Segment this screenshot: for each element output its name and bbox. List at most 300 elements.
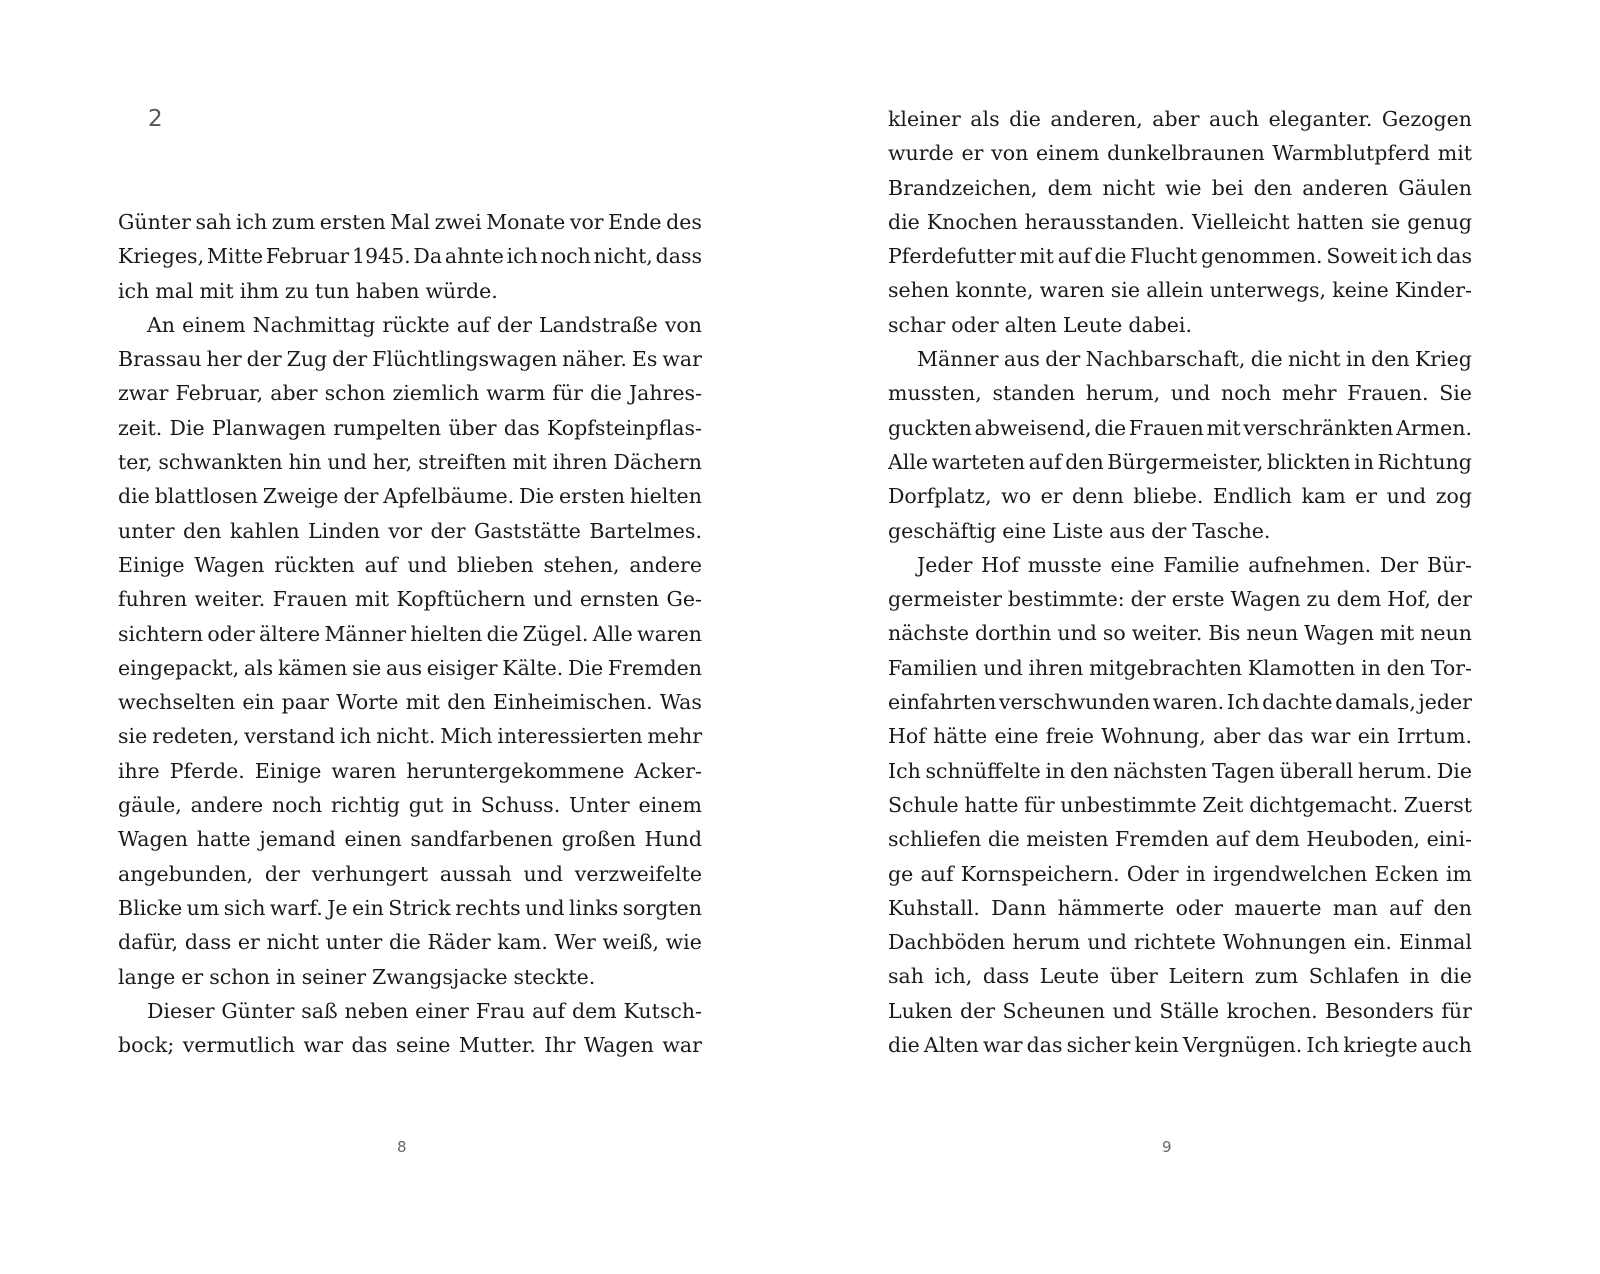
word: Zuerst bbox=[1403, 792, 1472, 817]
right-page-text bbox=[888, 102, 1472, 1062]
word: herum bbox=[1012, 930, 1081, 955]
word: konnte, bbox=[955, 278, 1034, 303]
word: Frauen bbox=[1128, 415, 1204, 440]
word: noch bbox=[1221, 381, 1272, 406]
word: als bbox=[243, 655, 274, 680]
word: kämen bbox=[277, 655, 348, 680]
word: neun bbox=[1246, 621, 1299, 646]
word: er bbox=[961, 141, 984, 166]
word: damals, bbox=[1335, 690, 1416, 715]
word: schar bbox=[888, 312, 946, 337]
word: Schule bbox=[888, 792, 959, 817]
word: lange bbox=[118, 964, 176, 989]
word: über bbox=[1109, 964, 1158, 989]
word: verhungert bbox=[311, 861, 429, 886]
word: Februar bbox=[265, 244, 350, 269]
text-line bbox=[888, 788, 1472, 822]
word: Krieg bbox=[1414, 347, 1472, 372]
word: Ich bbox=[1306, 1033, 1340, 1058]
word: ihm bbox=[239, 278, 279, 303]
word: Da bbox=[413, 244, 443, 269]
word: hielten bbox=[629, 484, 702, 509]
word: paar bbox=[281, 690, 329, 715]
word: Die bbox=[568, 655, 604, 680]
word: ersten bbox=[558, 484, 625, 509]
word: ich, bbox=[934, 964, 973, 989]
word: sah bbox=[888, 964, 924, 989]
text-line bbox=[118, 514, 702, 548]
word: jeder bbox=[1418, 690, 1472, 715]
word: schon bbox=[209, 964, 270, 989]
word: die bbox=[118, 484, 150, 509]
word: einem bbox=[638, 793, 702, 818]
word: dem bbox=[1255, 827, 1300, 852]
word: die bbox=[888, 209, 920, 234]
word: oder bbox=[207, 621, 255, 646]
word: die bbox=[590, 381, 622, 406]
word: Familien bbox=[888, 655, 978, 680]
word: streiften bbox=[418, 450, 507, 475]
text-line bbox=[888, 479, 1472, 513]
word: musste bbox=[1027, 552, 1102, 577]
word: rumpelten bbox=[333, 415, 442, 440]
word: seine bbox=[395, 1033, 451, 1058]
word: Soweit bbox=[1326, 244, 1398, 269]
word: Planwagen bbox=[211, 415, 326, 440]
text-line bbox=[118, 342, 702, 376]
text-line bbox=[888, 959, 1472, 993]
page-number-left: 8 bbox=[397, 1138, 407, 1156]
word: anderen, bbox=[1050, 107, 1143, 131]
text-line bbox=[118, 548, 702, 582]
word: Leitern bbox=[1168, 964, 1245, 989]
word: Kuhstall. bbox=[888, 895, 980, 920]
word: ahnte bbox=[444, 244, 504, 269]
word: der bbox=[246, 347, 282, 372]
word: das bbox=[1026, 1033, 1063, 1058]
word: Fremden bbox=[1115, 827, 1210, 852]
word: Jahres- bbox=[628, 381, 702, 406]
word: sah bbox=[195, 210, 232, 234]
word: Mitte bbox=[206, 244, 264, 269]
word: die bbox=[1009, 107, 1041, 131]
word: Männer bbox=[324, 621, 406, 646]
word: vor bbox=[388, 518, 423, 543]
word: war bbox=[303, 1033, 344, 1058]
word: heruntergekommene bbox=[406, 758, 625, 783]
word: aber bbox=[270, 381, 318, 406]
word: Fremden bbox=[607, 655, 702, 680]
word: der bbox=[496, 312, 532, 337]
word: ich bbox=[506, 244, 538, 269]
word: An bbox=[147, 312, 176, 337]
word: gäule, bbox=[118, 793, 182, 818]
word: andere bbox=[629, 552, 702, 577]
word: 1945. bbox=[351, 244, 411, 269]
word: Hof, bbox=[1387, 587, 1431, 612]
word: mit bbox=[512, 450, 547, 475]
word: dem bbox=[1047, 175, 1093, 200]
word: bei bbox=[1211, 175, 1244, 200]
word: herum. bbox=[1357, 758, 1433, 783]
word: Irrtum. bbox=[1396, 724, 1472, 749]
word: jemand bbox=[259, 827, 336, 852]
word: Wagen bbox=[194, 552, 265, 577]
text-line bbox=[888, 411, 1472, 445]
word: Zug bbox=[286, 347, 328, 372]
word: die bbox=[987, 827, 1020, 852]
word: und bbox=[525, 895, 565, 920]
word: zeit. bbox=[118, 415, 163, 440]
text-line bbox=[888, 171, 1472, 205]
word: kleiner bbox=[888, 107, 961, 131]
word: Die bbox=[169, 415, 205, 440]
word: noch bbox=[540, 244, 591, 269]
word: Günter bbox=[221, 998, 295, 1023]
word: Zwangsjacke bbox=[372, 964, 508, 989]
word: Worte bbox=[336, 690, 399, 715]
word: wie bbox=[665, 930, 702, 955]
word: germeister bbox=[888, 587, 1002, 612]
word: Der bbox=[1379, 552, 1419, 577]
word: aus bbox=[1003, 347, 1040, 372]
word: würde. bbox=[425, 278, 498, 303]
word: Wohnungen bbox=[1222, 930, 1347, 955]
word: hatte bbox=[196, 827, 251, 852]
word: sich bbox=[223, 895, 266, 920]
word: näher. bbox=[562, 347, 627, 372]
word: Wagen bbox=[118, 827, 188, 852]
word: des bbox=[666, 210, 702, 234]
word: Hof bbox=[888, 724, 926, 749]
word: mal bbox=[155, 278, 194, 303]
word: genug bbox=[1407, 209, 1472, 234]
word: Zeit bbox=[1202, 792, 1244, 817]
word: Kutsch- bbox=[623, 998, 702, 1023]
word: Ihr bbox=[544, 1033, 576, 1058]
word: Zügel. bbox=[522, 621, 589, 646]
word: Leute bbox=[1039, 964, 1100, 989]
word: die bbox=[1094, 415, 1127, 440]
word: sandfarbenen bbox=[410, 827, 553, 852]
word: verschwunden bbox=[998, 690, 1151, 715]
word: ter, bbox=[118, 450, 153, 475]
word: her, bbox=[372, 450, 413, 475]
word: Pferde. bbox=[169, 758, 245, 783]
word: blattlosen bbox=[154, 484, 258, 509]
word: vor bbox=[569, 210, 604, 234]
word: er bbox=[1355, 484, 1378, 509]
word: sichtern bbox=[118, 621, 204, 646]
word: anderen bbox=[1302, 175, 1389, 200]
word: Dachböden bbox=[888, 930, 1006, 955]
word: Einmal bbox=[1399, 930, 1472, 955]
text-line bbox=[118, 685, 702, 719]
word: schwankten bbox=[158, 450, 283, 475]
word: verzweifelte bbox=[574, 861, 702, 886]
word: aus bbox=[386, 655, 422, 680]
word: ein bbox=[242, 690, 275, 715]
word: dafür, bbox=[118, 930, 179, 955]
word: sie bbox=[352, 655, 382, 680]
word: Brassau bbox=[118, 347, 202, 372]
word: schliefen bbox=[888, 827, 982, 852]
word: blieben bbox=[456, 552, 534, 577]
word: warm bbox=[486, 381, 546, 406]
word: mehr bbox=[1281, 381, 1337, 406]
text-line bbox=[118, 411, 702, 445]
word: Ich bbox=[1226, 690, 1260, 715]
word: Gäulen bbox=[1398, 175, 1472, 200]
word: auch bbox=[1208, 107, 1260, 131]
text-line bbox=[888, 308, 1472, 342]
word: kriegte bbox=[1343, 1033, 1418, 1058]
word: aufnehmen. bbox=[1248, 552, 1372, 577]
word: weiß, bbox=[602, 930, 659, 955]
word: rückten bbox=[274, 552, 355, 577]
word: unbestimmte bbox=[1060, 792, 1197, 817]
text-line bbox=[888, 857, 1472, 891]
word: Familie bbox=[1163, 552, 1240, 577]
word: und bbox=[532, 587, 573, 612]
word: tun bbox=[314, 278, 350, 303]
text-line bbox=[888, 205, 1472, 239]
word: standen bbox=[992, 381, 1076, 406]
word: fuhren bbox=[118, 587, 188, 612]
word: das bbox=[1436, 244, 1472, 269]
text-line bbox=[118, 308, 702, 342]
word: auf bbox=[920, 861, 954, 886]
word: Sie bbox=[1439, 381, 1472, 406]
word: sie bbox=[118, 724, 148, 749]
word: Mich bbox=[440, 724, 493, 749]
text-line bbox=[118, 479, 702, 513]
word: bock; bbox=[118, 1033, 175, 1058]
word: Tasche. bbox=[1192, 518, 1271, 543]
word: nicht, bbox=[593, 244, 653, 269]
word: großen bbox=[561, 827, 636, 852]
word: steckte. bbox=[513, 964, 596, 989]
word: neun bbox=[1420, 621, 1472, 646]
word: Schuss. bbox=[480, 793, 561, 818]
word: kahlen bbox=[229, 518, 300, 543]
word: guckten bbox=[888, 415, 972, 440]
word: er bbox=[1040, 484, 1063, 509]
word: kam. bbox=[497, 930, 548, 955]
word: Blicke bbox=[118, 895, 183, 920]
word: her bbox=[206, 347, 242, 372]
word: links bbox=[568, 895, 619, 920]
word: zwar bbox=[118, 381, 169, 406]
word: Kinder- bbox=[1394, 278, 1472, 303]
word: waren. bbox=[1152, 690, 1225, 715]
word: sehen bbox=[888, 278, 950, 303]
word: verstand bbox=[244, 724, 336, 749]
word: saß bbox=[301, 998, 338, 1023]
word: unter bbox=[325, 930, 383, 955]
word: Ende bbox=[608, 210, 662, 234]
word: dass bbox=[982, 964, 1030, 989]
word: mussten, bbox=[888, 381, 982, 406]
word: neben bbox=[344, 998, 409, 1023]
word: auf bbox=[456, 312, 490, 337]
word: und bbox=[407, 552, 447, 577]
word: keine bbox=[1332, 278, 1389, 303]
word: Tagen bbox=[1212, 758, 1275, 783]
word: wo bbox=[1001, 484, 1032, 509]
page-number-right: 9 bbox=[1162, 1138, 1172, 1156]
word: hatte bbox=[964, 792, 1019, 817]
word: der bbox=[1436, 587, 1472, 612]
word: nächste bbox=[888, 621, 969, 646]
text-line bbox=[118, 925, 702, 959]
word: waren bbox=[637, 621, 702, 646]
word: sie bbox=[1370, 209, 1401, 234]
word: ihren bbox=[552, 450, 608, 475]
word: und bbox=[1386, 484, 1427, 509]
word: waren bbox=[331, 758, 397, 783]
word: er bbox=[237, 930, 260, 955]
word: mit bbox=[1380, 621, 1415, 646]
word: Einheimischen. bbox=[492, 690, 653, 715]
word: ältere bbox=[259, 621, 321, 646]
word: meisten bbox=[1026, 827, 1109, 852]
word: gut bbox=[408, 793, 444, 818]
text-line bbox=[118, 445, 702, 479]
word: kein bbox=[1134, 1033, 1179, 1058]
word: Februar, bbox=[175, 381, 264, 406]
word: seiner bbox=[301, 964, 367, 989]
word: erste bbox=[1171, 587, 1225, 612]
word: andere bbox=[190, 793, 264, 818]
word: abweisend, bbox=[974, 415, 1092, 440]
word: Liste bbox=[1052, 518, 1104, 543]
text-line bbox=[888, 239, 1472, 273]
word: hämmerte bbox=[1057, 895, 1165, 920]
word: dabei. bbox=[1128, 312, 1193, 337]
word: verschränkten bbox=[1243, 415, 1394, 440]
word: angebunden, bbox=[118, 861, 254, 886]
word: interessierten bbox=[497, 724, 643, 749]
word: als bbox=[970, 107, 1000, 131]
word: ein bbox=[351, 895, 384, 920]
text-line bbox=[118, 891, 702, 925]
word: sorgten bbox=[622, 895, 702, 920]
word: richtete bbox=[1134, 930, 1216, 955]
word: richtig bbox=[331, 793, 400, 818]
word: in bbox=[1409, 964, 1430, 989]
word: die bbox=[486, 621, 519, 646]
word: nächsten bbox=[1113, 758, 1208, 783]
text-line bbox=[118, 1028, 702, 1062]
right-page bbox=[800, 0, 1600, 1274]
text-line bbox=[888, 685, 1472, 719]
word: einer bbox=[415, 998, 469, 1023]
word: Mutter. bbox=[458, 1033, 536, 1058]
word: ersten bbox=[319, 210, 386, 234]
word: Luken bbox=[888, 998, 953, 1023]
text-line bbox=[118, 822, 702, 856]
left-page-text bbox=[118, 205, 702, 1062]
word: in bbox=[275, 964, 296, 989]
word: Krieges, bbox=[118, 244, 205, 269]
word: ziemlich bbox=[392, 381, 480, 406]
word: Alle bbox=[888, 449, 929, 474]
word: Einige bbox=[254, 758, 322, 783]
word: dachte bbox=[1262, 690, 1333, 715]
word: Ställe bbox=[1159, 998, 1220, 1023]
word: dem bbox=[1336, 587, 1382, 612]
word: mauerte bbox=[1234, 895, 1322, 920]
word: ich bbox=[340, 724, 372, 749]
word: der bbox=[332, 347, 368, 372]
word: Knochen bbox=[926, 209, 1018, 234]
text-line bbox=[888, 582, 1472, 616]
word: ihre bbox=[118, 758, 160, 783]
word: Tor- bbox=[1430, 655, 1472, 680]
word: der bbox=[264, 861, 300, 886]
word: freie bbox=[1045, 724, 1094, 749]
word: so bbox=[1102, 621, 1126, 646]
word: mit bbox=[354, 587, 390, 612]
word: sie bbox=[1110, 278, 1140, 303]
word: um bbox=[186, 895, 220, 920]
word: stehen, bbox=[543, 552, 620, 577]
word: in bbox=[1045, 758, 1066, 783]
word: allein bbox=[1146, 278, 1204, 303]
word: der bbox=[343, 484, 379, 509]
word: Männer bbox=[917, 347, 999, 372]
word: Alle bbox=[592, 621, 633, 646]
word: Bür- bbox=[1426, 552, 1472, 577]
word: Kopfsteinpflas- bbox=[547, 415, 702, 440]
word: Schlafen bbox=[1308, 964, 1400, 989]
text-line bbox=[888, 925, 1472, 959]
word: weiter. bbox=[194, 587, 266, 612]
word: zum bbox=[1254, 964, 1299, 989]
word: sicher bbox=[1066, 1033, 1131, 1058]
word: im bbox=[1445, 861, 1472, 886]
word: Nachbarschaft, bbox=[1085, 347, 1246, 372]
word: auch bbox=[1421, 1033, 1472, 1058]
word: für bbox=[1024, 792, 1055, 817]
text-line bbox=[888, 754, 1472, 788]
word: Armen. bbox=[1396, 415, 1472, 440]
word: von bbox=[664, 312, 702, 337]
word: irgendwelchen bbox=[1213, 861, 1368, 886]
word: krochen. bbox=[1226, 998, 1318, 1023]
word: Es bbox=[631, 347, 658, 372]
word: die bbox=[1094, 244, 1127, 269]
word: genommen. bbox=[1200, 244, 1323, 269]
word: Linden bbox=[308, 518, 380, 543]
word: die bbox=[389, 930, 421, 955]
word: wurde bbox=[888, 141, 954, 166]
word: waren bbox=[1039, 278, 1105, 303]
word: Apfelbäume. bbox=[383, 484, 515, 509]
text-line bbox=[888, 822, 1472, 856]
text-line bbox=[888, 1028, 1472, 1062]
word: die bbox=[888, 1033, 920, 1058]
word: Brandzeichen, bbox=[888, 175, 1038, 200]
word: eisiger bbox=[426, 655, 498, 680]
word: auf bbox=[1215, 827, 1249, 852]
word: bestimmte: bbox=[1007, 587, 1125, 612]
word: aber bbox=[1152, 107, 1200, 131]
word: Frauen. bbox=[1347, 381, 1429, 406]
word: zwei bbox=[434, 210, 482, 234]
word: mit bbox=[199, 278, 234, 303]
